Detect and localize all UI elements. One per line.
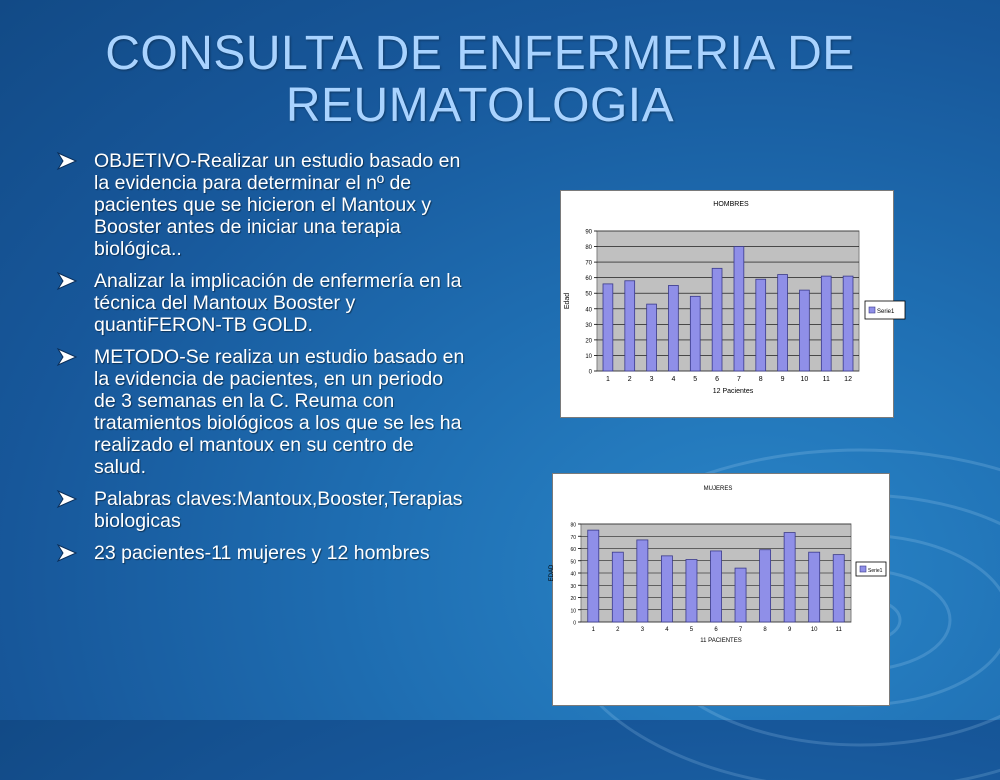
slide-title (20, 28, 940, 132)
chart-mujeres-svg (549, 474, 889, 705)
mujeres-bar (760, 550, 771, 622)
bullet-item-objetivo (58, 150, 468, 260)
mujeres-title: MUJERES (703, 486, 733, 492)
mujeres-xtick-label: 3 (640, 627, 645, 633)
hombres-ytick-label: 70 (585, 260, 592, 267)
mujeres-legend-swatch (860, 566, 866, 572)
mujeres-ytick-label: 40 (570, 571, 576, 578)
mujeres-bar (809, 552, 820, 622)
hombres-xtick-label: 2 (627, 376, 632, 383)
mujeres-ytick-label: 80 (570, 522, 576, 529)
hombres-bar (756, 279, 766, 371)
chart-mujeres (549, 473, 890, 706)
mujeres-ytick-label: 10 (570, 608, 576, 615)
mujeres-ytick-label: 50 (570, 559, 576, 566)
hombres-ytick-label: 30 (585, 322, 592, 329)
mujeres-ytick-label: 30 (570, 583, 576, 590)
mujeres-bar (637, 540, 648, 622)
bullet-item-pacientes (58, 542, 468, 564)
mujeres-xtick-label: 9 (787, 627, 792, 633)
mujeres-bar (588, 530, 599, 622)
hombres-xtick-label: 7 (736, 376, 741, 383)
hombres-ytick-label: 50 (585, 291, 592, 298)
hombres-ytick-label: 60 (585, 276, 592, 283)
bullet-text: Palabras claves:Mantoux,Booster,Terapias biologicas (94, 488, 463, 532)
hombres-xtick-label: 6 (715, 376, 720, 383)
bullet-text: OBJETIVO-Realizar un estudio basado en la evidencia para determinar el nº de pacientes que se hicieron el Mantoux y Booster antes de iniciar una terapia biológica.. (94, 150, 461, 260)
hombres-xtick-label: 9 (780, 376, 785, 383)
mujeres-xtick-label: 7 (738, 627, 743, 633)
hombres-bar (778, 275, 788, 371)
mujeres-xtick-label: 2 (616, 627, 620, 633)
mujeres-ytick-label: 60 (570, 547, 576, 553)
hombres-xtick-label: 4 (671, 376, 676, 383)
slide-title-line-2: REUMATOLOGIA (285, 79, 675, 132)
arrow-bullet-icon (58, 491, 76, 507)
arrow-bullet-icon (58, 273, 76, 289)
hombres-bar (843, 276, 853, 371)
bullet-item-metodo (58, 346, 468, 478)
mujeres-bar (784, 533, 795, 622)
mujeres-ytick-label: 0 (573, 620, 576, 627)
mujeres-bar (833, 555, 844, 622)
mujeres-bar (661, 556, 672, 622)
bullet-text: METODO-Se realiza un estudio basado en la evidencia de pacientes, en un periodo de 3 semanas en la C. Reuma con tratamientos biológicos a los que se les ha realizado el mantoux en su centro de salud. (94, 346, 465, 478)
hombres-bar (625, 281, 635, 371)
hombres-legend-label: Serie1 (877, 309, 895, 315)
bullet-item-analizar (58, 270, 468, 336)
hombres-ytick-label: 0 (588, 369, 592, 376)
hombres-bar (734, 247, 744, 371)
hombres-ytick-label: 10 (585, 353, 592, 360)
hombres-xtick-label: 12 (844, 376, 852, 383)
hombres-xtick-label: 5 (693, 376, 698, 383)
hombres-yaxis-label: Edad (564, 292, 571, 310)
mujeres-xtick-label: 1 (591, 627, 595, 633)
arrow-bullet-icon (58, 153, 76, 169)
hombres-ytick-label: 40 (585, 307, 592, 314)
hombres-ytick-label: 80 (585, 245, 592, 252)
mujeres-bar (735, 568, 746, 622)
hombres-title: HOMBRES (713, 201, 749, 208)
hombres-bar (690, 296, 700, 371)
hombres-xtick-label: 11 (822, 376, 830, 383)
hombres-xtick-label: 8 (758, 376, 763, 383)
chart-hombres-svg (561, 191, 893, 417)
mujeres-xtick-label: 10 (810, 627, 818, 633)
hombres-plot-area (597, 231, 859, 371)
hombres-legend-swatch (869, 307, 875, 313)
bullet-text: Analizar la implicación de enfermería en la técnica del Mantoux Booster y quantiFERON-TB GOLD. (94, 270, 462, 336)
hombres-ytick-label: 90 (585, 229, 592, 236)
arrow-bullet-icon (58, 545, 76, 561)
mujeres-legend-label: Serie1 (868, 568, 883, 574)
mujeres-bar (612, 552, 623, 622)
hombres-ytick-label: 20 (585, 338, 592, 345)
mujeres-xtick-label: 8 (763, 627, 767, 633)
mujeres-yaxis-label: EDAD (549, 564, 555, 582)
chart-hombres (560, 190, 894, 418)
hombres-bar (800, 290, 810, 371)
mujeres-xtick-label: 6 (714, 627, 718, 633)
hombres-xtick-label: 10 (800, 376, 809, 383)
hombres-bar (669, 285, 679, 371)
slide-title-line-1: CONSULTA DE ENFERMERIA DE (105, 27, 855, 80)
mujeres-bar (686, 560, 697, 622)
mujeres-ytick-label: 70 (570, 534, 576, 541)
hombres-xtick-label: 1 (605, 376, 610, 383)
hombres-xaxis-label: 12 Pacientes (712, 388, 754, 395)
mujeres-xtick-label: 4 (665, 627, 669, 633)
bullet-item-palabras-claves (58, 488, 468, 532)
arrow-bullet-icon (58, 349, 76, 365)
mujeres-ytick-label: 20 (570, 596, 576, 602)
mujeres-xtick-label: 11 (835, 627, 842, 633)
hombres-legend (865, 301, 905, 319)
mujeres-xtick-label: 5 (689, 627, 694, 633)
bullet-text: 23 pacientes-11 mujeres y 12 hombres (94, 542, 430, 564)
hombres-bar (821, 276, 831, 371)
mujeres-xaxis-label: 11 PACIENTES (700, 638, 742, 644)
hombres-bar (603, 284, 613, 371)
hombres-xtick-label: 3 (649, 376, 654, 383)
hombres-bar (647, 304, 657, 371)
mujeres-bar (710, 551, 721, 622)
hombres-bar (712, 268, 722, 371)
bullet-list (58, 150, 468, 574)
mujeres-legend (856, 562, 886, 576)
